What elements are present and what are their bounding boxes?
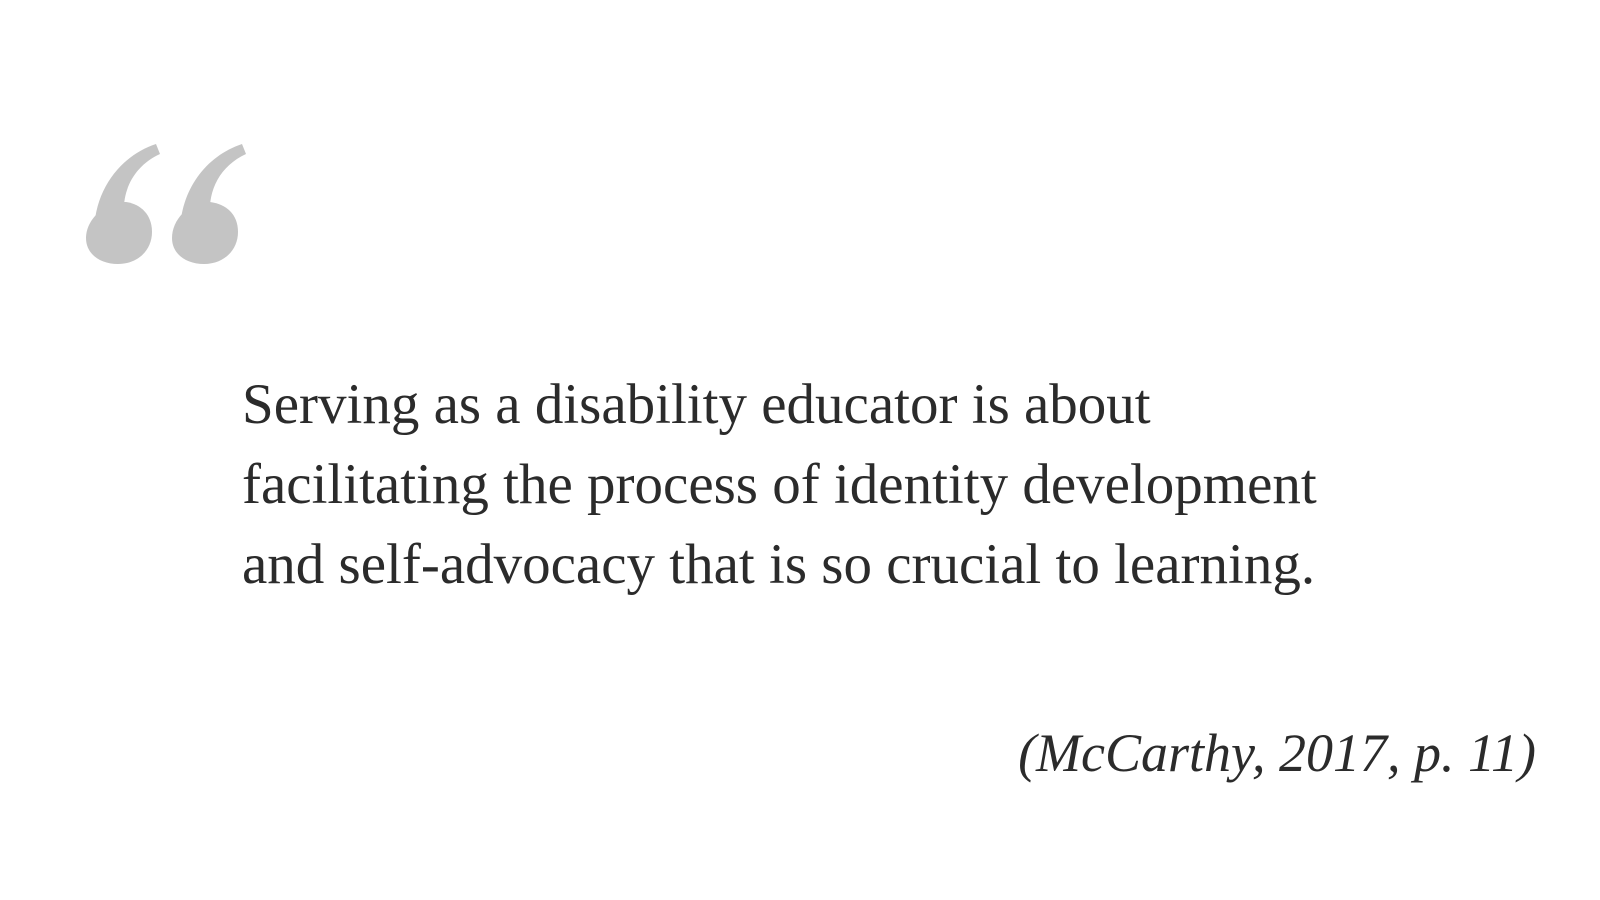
quote-text [242, 365, 1532, 605]
quote-line: Serving as a disability educator is about [242, 373, 1151, 436]
open-quote-icon [86, 144, 246, 264]
citation: (McCarthy, 2017, p. 11) [1018, 723, 1536, 783]
quote-line: and self-advocacy that is so crucial to learning. [242, 533, 1316, 596]
quote-line: facilitating the process of identity development [242, 453, 1317, 516]
